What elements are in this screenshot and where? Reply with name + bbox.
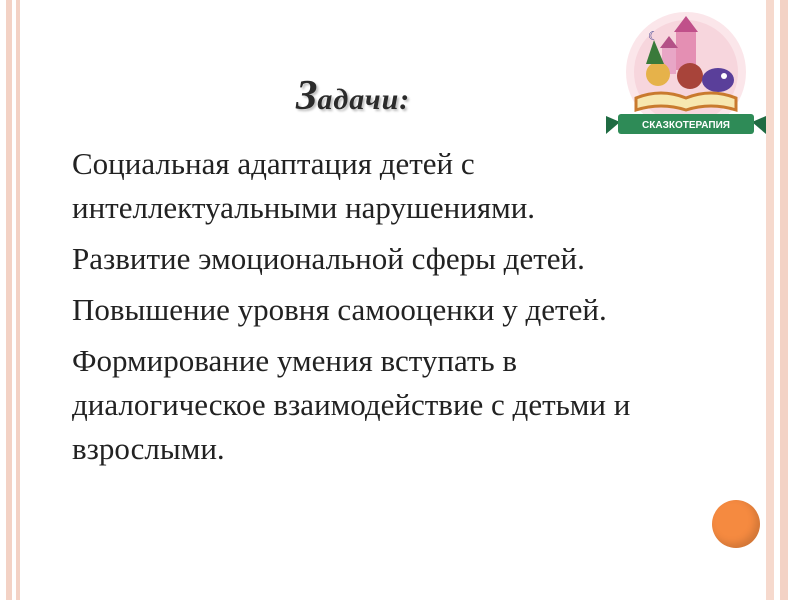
character-wolf bbox=[677, 63, 703, 89]
task-list bbox=[40, 142, 700, 478]
slide-title-rest: адачи: bbox=[317, 83, 411, 116]
list-item-text: Социальная адаптация детей с интеллектуальными нарушениями. bbox=[72, 146, 536, 225]
list-item bbox=[40, 339, 700, 471]
slide-title-initial: З bbox=[296, 73, 318, 119]
fairy-tale-book-icon bbox=[606, 10, 766, 146]
banner-right-tail bbox=[752, 116, 766, 134]
character-lion bbox=[646, 62, 670, 86]
list-item-text: Развитие эмоциональной сферы детей. bbox=[72, 241, 585, 276]
list-item bbox=[40, 237, 700, 281]
list-item-text: Формирование умения вступать в диалогическое взаимодействие с детьми и взрослыми. bbox=[72, 343, 631, 466]
character-dragon bbox=[702, 68, 734, 92]
list-item bbox=[40, 142, 700, 230]
moon-icon: ☾ bbox=[648, 29, 659, 43]
list-item-text: Повышение уровня самооценки у детей. bbox=[72, 292, 607, 327]
list-item bbox=[40, 288, 700, 332]
left-border-stripe bbox=[0, 0, 24, 600]
logo-banner-text: СКАЗКОТЕРАПИЯ bbox=[642, 120, 730, 131]
dragon-eye bbox=[721, 73, 727, 79]
banner-left-tail bbox=[606, 116, 620, 134]
slide-title bbox=[296, 72, 556, 120]
decorative-orange-circle bbox=[712, 500, 760, 548]
